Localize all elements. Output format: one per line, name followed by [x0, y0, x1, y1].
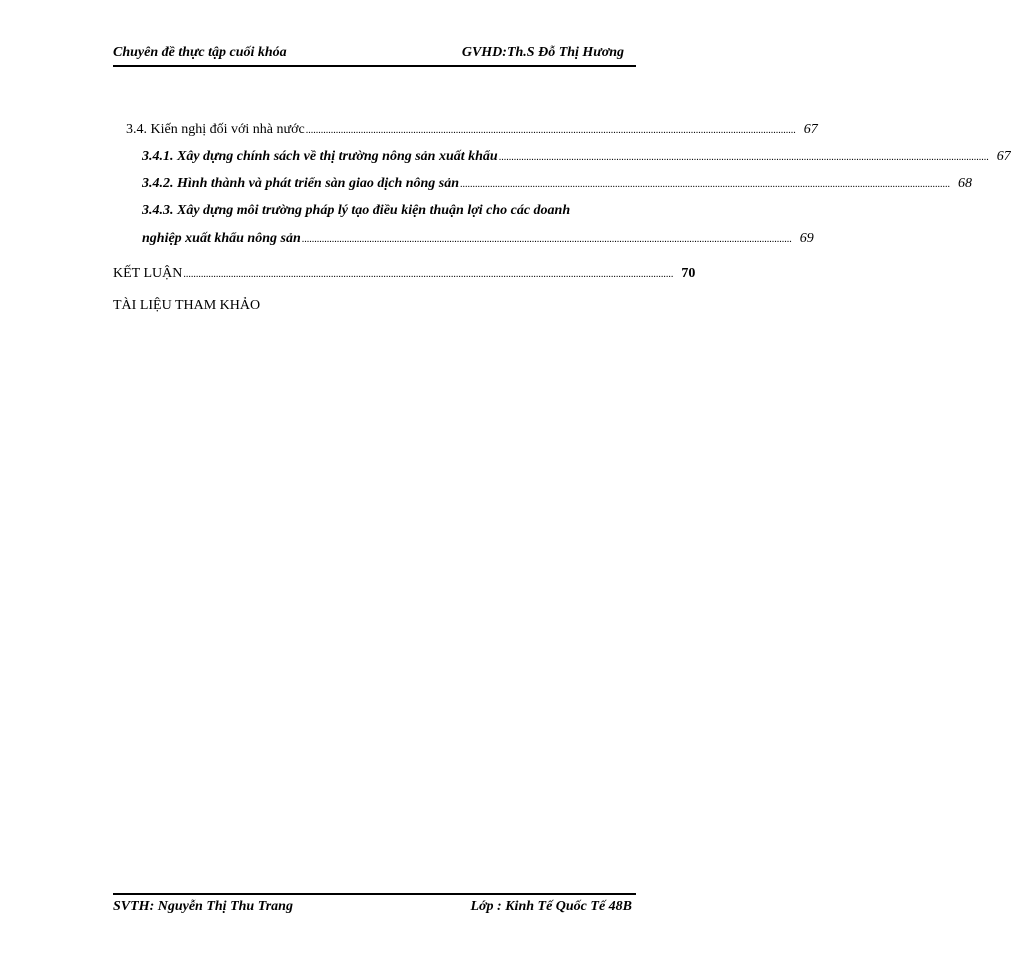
toc-page-number: 67	[803, 122, 818, 137]
toc-entry-title: 3.4. Kiến nghị đối với nhà nước	[126, 122, 305, 137]
toc-entry-3-4-1[interactable]	[142, 147, 1011, 167]
toc-leader-dots: ....................................................................................................................................................................................................	[460, 179, 951, 190]
toc-entry-3-4-2[interactable]	[142, 174, 973, 194]
header-supervisor: GVHD:Th.S Đỗ Thị Hương	[461, 45, 624, 60]
toc-entry-conclusion[interactable]	[113, 264, 696, 284]
toc-entry-title: 3.4.2. Hình thành và phát triển sàn giao dịch nông sản	[142, 176, 460, 191]
page-header	[113, 43, 636, 67]
toc-entry-title: nghiệp xuất khẩu nông sản	[142, 231, 301, 246]
toc-entry-title: 3.4.1. Xây dựng chính sách về thị trường nông sản xuất khẩu	[142, 149, 498, 164]
toc-page-number: 70	[681, 266, 696, 281]
toc-entry-3-4[interactable]	[126, 120, 818, 140]
header-report-title: Chuyên đề thực tập cuối khóa	[113, 45, 287, 60]
toc-page-number: 69	[799, 231, 814, 246]
toc-entry-3-4-3-line1[interactable]: 3.4.3. Xây dựng môi trường pháp lý tạo điều kiện thuận lợi cho các doanh	[142, 203, 571, 218]
toc-entry-title: KẾT LUẬN	[113, 266, 183, 281]
footer-student: SVTH: Nguyễn Thị Thu Trang	[113, 899, 293, 914]
toc-leader-dots: ....................................................................................................................................................................................................	[498, 152, 989, 163]
toc-leader-dots: ....................................................................................................................................................................................................	[305, 125, 796, 136]
toc-page-number: 67	[996, 149, 1011, 164]
toc-entry-3-4-3[interactable]	[142, 229, 814, 249]
toc-entry-references[interactable]: TÀI LIỆU THAM KHẢO	[113, 298, 261, 313]
page-footer	[113, 893, 636, 919]
toc-leader-dots: ....................................................................................................................................................................................................	[183, 269, 674, 280]
footer-class: Lớp : Kinh Tế Quốc Tế 48B	[470, 899, 632, 914]
toc-page-number: 68	[958, 176, 973, 191]
toc-leader-dots: ....................................................................................................................................................................................................	[301, 234, 792, 245]
